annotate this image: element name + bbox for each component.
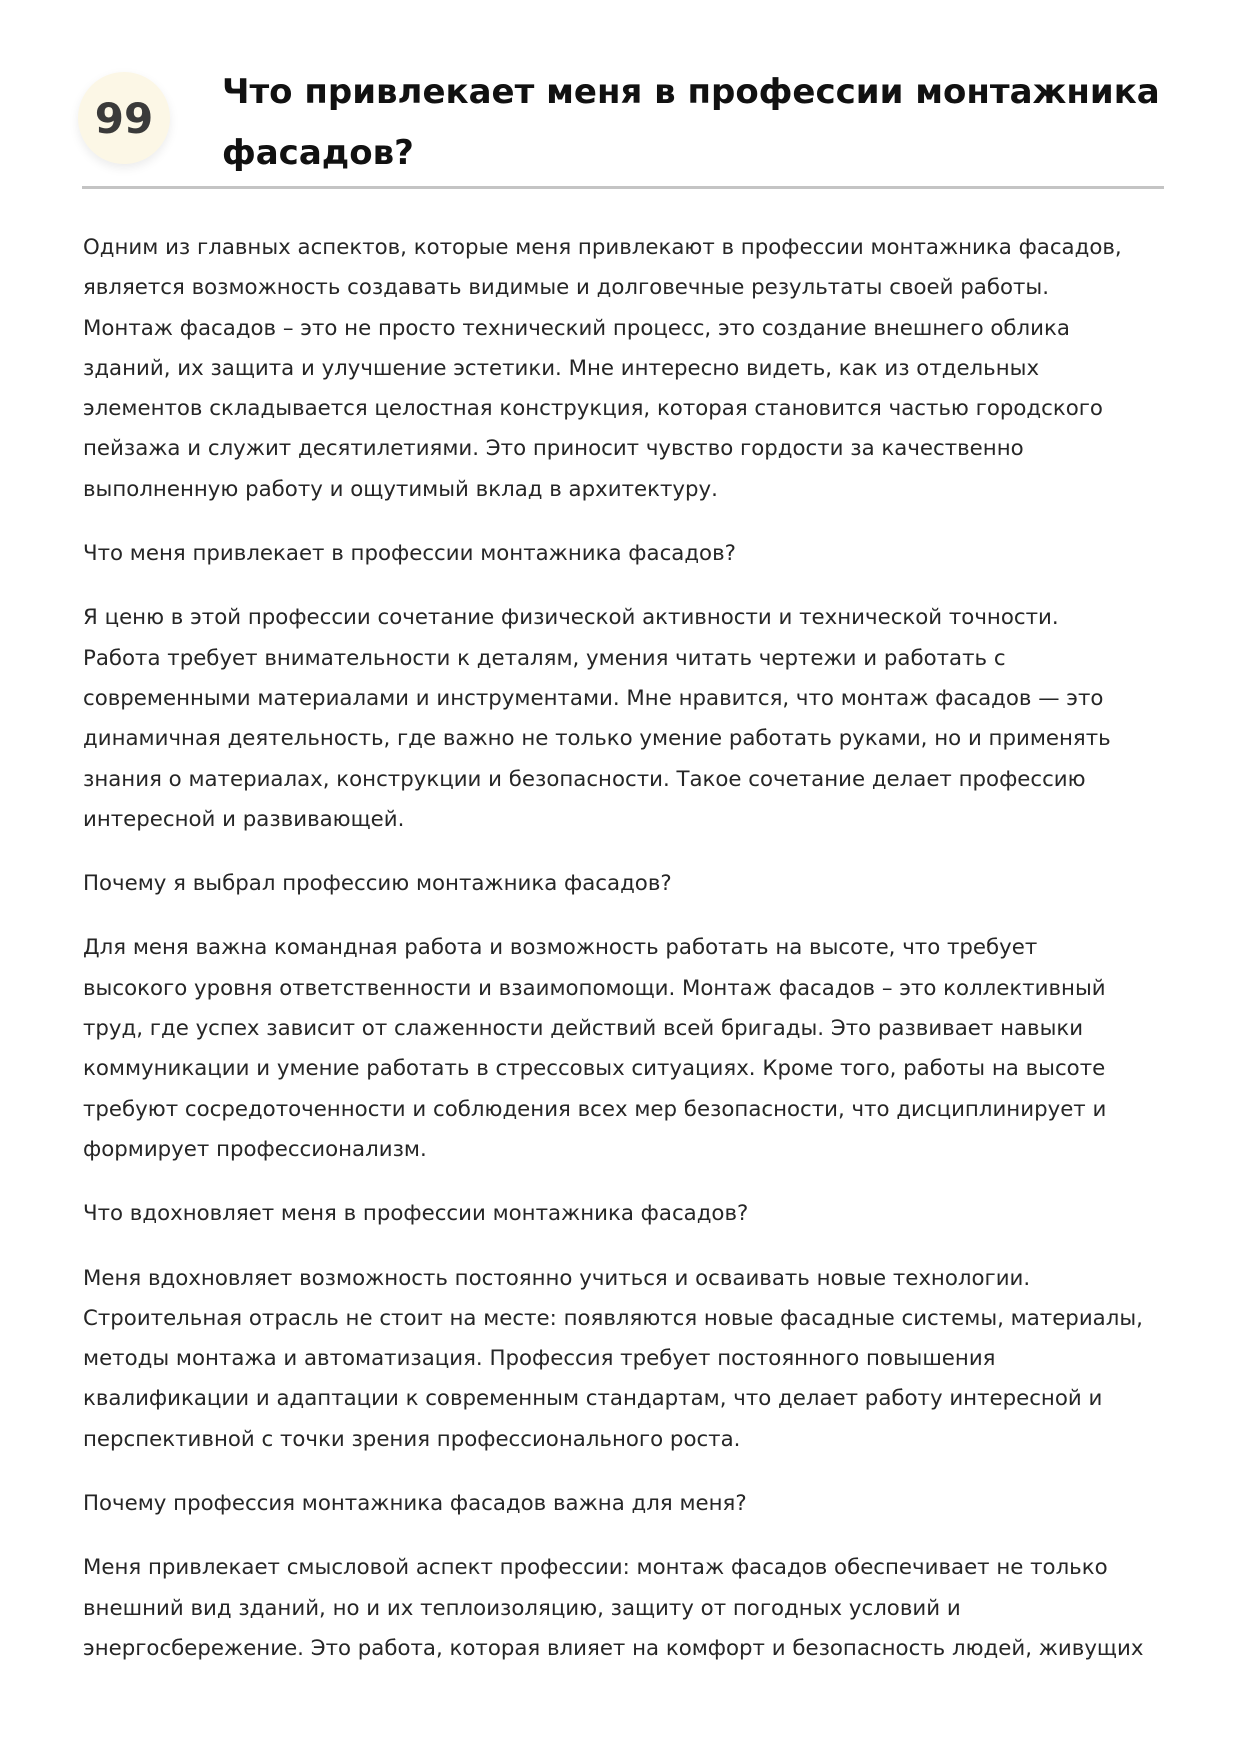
text-line: Для меня важна командная работа и возможность работать на высоте, что требует <box>83 935 1038 961</box>
text-line: энергосбережение. Это работа, которая влияет на комфорт и безопасность людей, живущих <box>83 1635 1144 1661</box>
text-line: выполненную работу и ощутимый вклад в архитектуру. <box>83 476 718 502</box>
text-paragraph <box>83 598 1183 840</box>
page-title: Что привлекает меня в профессии монтажника фасадов? <box>222 72 1160 173</box>
article-body <box>83 228 1183 1693</box>
text-line: Меня вдохновляет возможность постоянно учиться и осваивать новые технологии. <box>83 1265 1031 1291</box>
text-line: труд, где успех зависит от слаженности действий всей бригады. Это развивает навыки <box>83 1016 1084 1042</box>
text-line: квалификации и адаптации к современным стандартам, что делает работу интересной и <box>83 1386 1103 1412</box>
text-line: Монтаж фасадов – это не просто технический процесс, это создание внешнего облика <box>83 315 1070 341</box>
text-line: Я ценю в этой профессии сочетание физической активности и технической точности. <box>83 605 1059 631</box>
text-line: Почему профессия монтажника фасадов важна для меня? <box>83 1491 747 1517</box>
text-line: пейзажа и служит десятилетиями. Это приносит чувство гордости за качественно <box>83 436 1024 462</box>
text-line: методы монтажа и автоматизация. Профессия требует постоянного повышения <box>83 1346 996 1372</box>
text-paragraph <box>83 228 1183 510</box>
text-line: знания о материалах, конструкции и безопасности. Такое сочетание делает профессию <box>83 766 1086 792</box>
question-paragraph <box>83 1484 1183 1524</box>
text-line: элементов складывается целостная конструкция, которая становится частью городского <box>83 396 1103 422</box>
text-line: Что меня привлекает в профессии монтажника фасадов? <box>83 541 736 567</box>
number-badge: 99 <box>78 72 170 164</box>
text-line: Почему я выбрал профессию монтажника фасадов? <box>83 871 672 897</box>
text-line: требуют сосредоточенности и соблюдения всех мер безопасности, что дисциплинирует и <box>83 1096 1107 1122</box>
text-line: высокого уровня ответственности и взаимопомощи. Монтаж фасадов – это коллективный <box>83 975 1106 1001</box>
text-line: Что вдохновляет меня в профессии монтажника фасадов? <box>83 1201 749 1227</box>
question-paragraph <box>83 534 1183 574</box>
text-line: коммуникации и умение работать в стрессовых ситуациях. Кроме того, работы на высоте <box>83 1056 1106 1082</box>
text-line: является возможность создавать видимые и долговечные результаты своей работы. <box>83 275 1049 301</box>
title-divider <box>82 186 1164 189</box>
text-line: интересной и развивающей. <box>83 806 405 832</box>
text-line: перспективной с точки зрения профессионального роста. <box>83 1426 741 1452</box>
text-line: Строительная отрасль не стоит на месте: появляются новые фасадные системы, материалы, <box>83 1305 1143 1331</box>
text-paragraph <box>83 1259 1183 1460</box>
text-line: формирует профессионализм. <box>83 1136 427 1162</box>
question-paragraph <box>83 864 1183 904</box>
text-paragraph <box>83 1548 1183 1669</box>
text-line: Одним из главных аспектов, которые меня привлекают в профессии монтажника фасадов, <box>83 235 1122 260</box>
text-line: зданий, их защита и улучшение эстетики. Мне интересно видеть, как из отдельных <box>83 355 1040 381</box>
text-paragraph <box>83 928 1183 1170</box>
text-line: Меня привлекает смысловой аспект профессии: монтаж фасадов обеспечивает не только <box>83 1555 1108 1581</box>
text-line: современными материалами и инструментами. Мне нравится, что монтаж фасадов — это <box>83 685 1104 711</box>
question-paragraph <box>83 1194 1183 1234</box>
text-line: динамичная деятельность, где важно не только умение работать руками, но и применять <box>83 726 1111 752</box>
text-line: внешний вид зданий, но и их теплоизоляцию, защиту от погодных условий и <box>83 1595 961 1621</box>
text-line: Работа требует внимательности к деталям, умения читать чертежи и работать с <box>83 645 1006 671</box>
